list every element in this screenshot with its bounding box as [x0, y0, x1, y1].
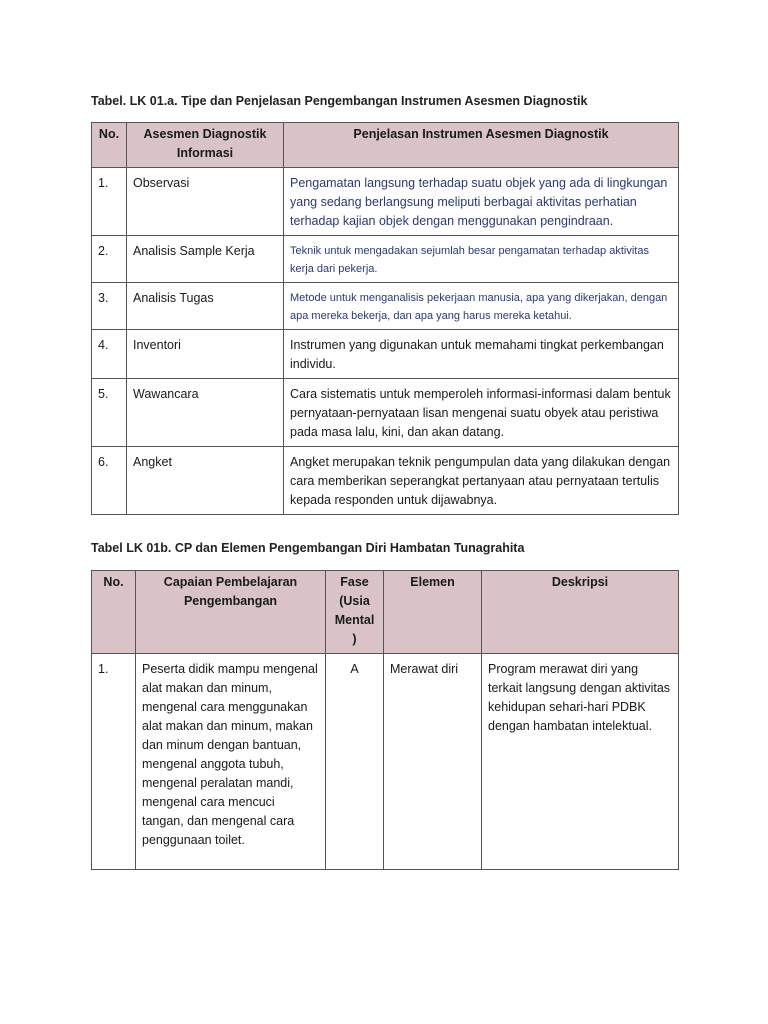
table-row [92, 283, 679, 330]
header-asesmen: Asesmen Diagnostik Informasi [127, 123, 284, 168]
row-name: Observasi [127, 168, 284, 236]
row-deskripsi: Program merawat diri yang terkait langsung dengan aktivitas kehidupan sehari-hari PDBK dengan hambatan intelektual. [482, 654, 679, 870]
header-elemen: Elemen [384, 571, 482, 654]
cp-element-table [91, 570, 679, 870]
header-capaian: Capaian Pembelajaran Pengembangan [136, 571, 326, 654]
table-row [92, 330, 679, 379]
table-header-row [92, 123, 679, 168]
header-deskripsi: Deskripsi [482, 571, 679, 654]
row-desc: Teknik untuk mengadakan sejumlah besar pengamatan terhadap aktivitas kerja dari pekerja. [284, 236, 679, 283]
row-no: 1. [92, 168, 127, 236]
row-desc: Angket merupakan teknik pengumpulan data yang dilakukan dengan cara memberikan seperangkat pertanyaan atau pernyataan tertulis kepada responden untuk dijawabnya. [284, 447, 679, 515]
row-elemen: Merawat diri [384, 654, 482, 870]
row-name: Analisis Sample Kerja [127, 236, 284, 283]
row-no: 1. [92, 654, 136, 870]
row-no: 3. [92, 283, 127, 330]
header-fase: Fase (Usia Mental ) [326, 571, 384, 654]
row-desc: Instrumen yang digunakan untuk memahami tingkat perkembangan individu. [284, 330, 679, 379]
row-name: Angket [127, 447, 284, 515]
row-fase: A [326, 654, 384, 870]
row-name: Analisis Tugas [127, 283, 284, 330]
diagnostic-instrument-table [91, 122, 679, 515]
row-no: 5. [92, 379, 127, 447]
table-header-row [92, 571, 679, 654]
row-no: 6. [92, 447, 127, 515]
row-name: Wawancara [127, 379, 284, 447]
row-no: 4. [92, 330, 127, 379]
table-row [92, 236, 679, 283]
header-penjelasan: Penjelasan Instrumen Asesmen Diagnostik [284, 123, 679, 168]
row-desc: Cara sistematis untuk memperoleh informasi-informasi dalam bentuk pernyataan-pernyataan lisan mengenai suatu obyek atau peristiwa pada masa lalu, kini, dan akan datang. [284, 379, 679, 447]
header-no: No. [92, 123, 127, 168]
table-row [92, 168, 679, 236]
table2-caption: Tabel LK 01b. CP dan Elemen Pengembangan Diri Hambatan Tunagrahita [91, 541, 525, 555]
table-row [92, 447, 679, 515]
row-no: 2. [92, 236, 127, 283]
row-cp: Peserta didik mampu mengenal alat makan dan minum, mengenal cara menggunakan alat makan dan minum, makan dan minum dengan bantuan, mengenal anggota tubuh, mengenal peralatan mandi, mengenal cara mencuci tangan, dan mengenal cara penggunaan toilet. [136, 654, 326, 870]
row-desc: Metode untuk menganalisis pekerjaan manusia, apa yang dikerjakan, dengan apa mereka bekerja, dan apa yang harus mereka ketahui. [284, 283, 679, 330]
header-no: No. [92, 571, 136, 654]
row-desc: Pengamatan langsung terhadap suatu objek yang ada di lingkungan yang sedang berlangsung meliputi berbagai aktivitas perhatian terhadap kajian objek dengan menggunakan pengindraan. [284, 168, 679, 236]
table-row [92, 654, 679, 870]
table1-caption: Tabel. LK 01.a. Tipe dan Penjelasan Pengembangan Instrumen Asesmen Diagnostik [91, 94, 588, 108]
row-name: Inventori [127, 330, 284, 379]
table-row [92, 379, 679, 447]
